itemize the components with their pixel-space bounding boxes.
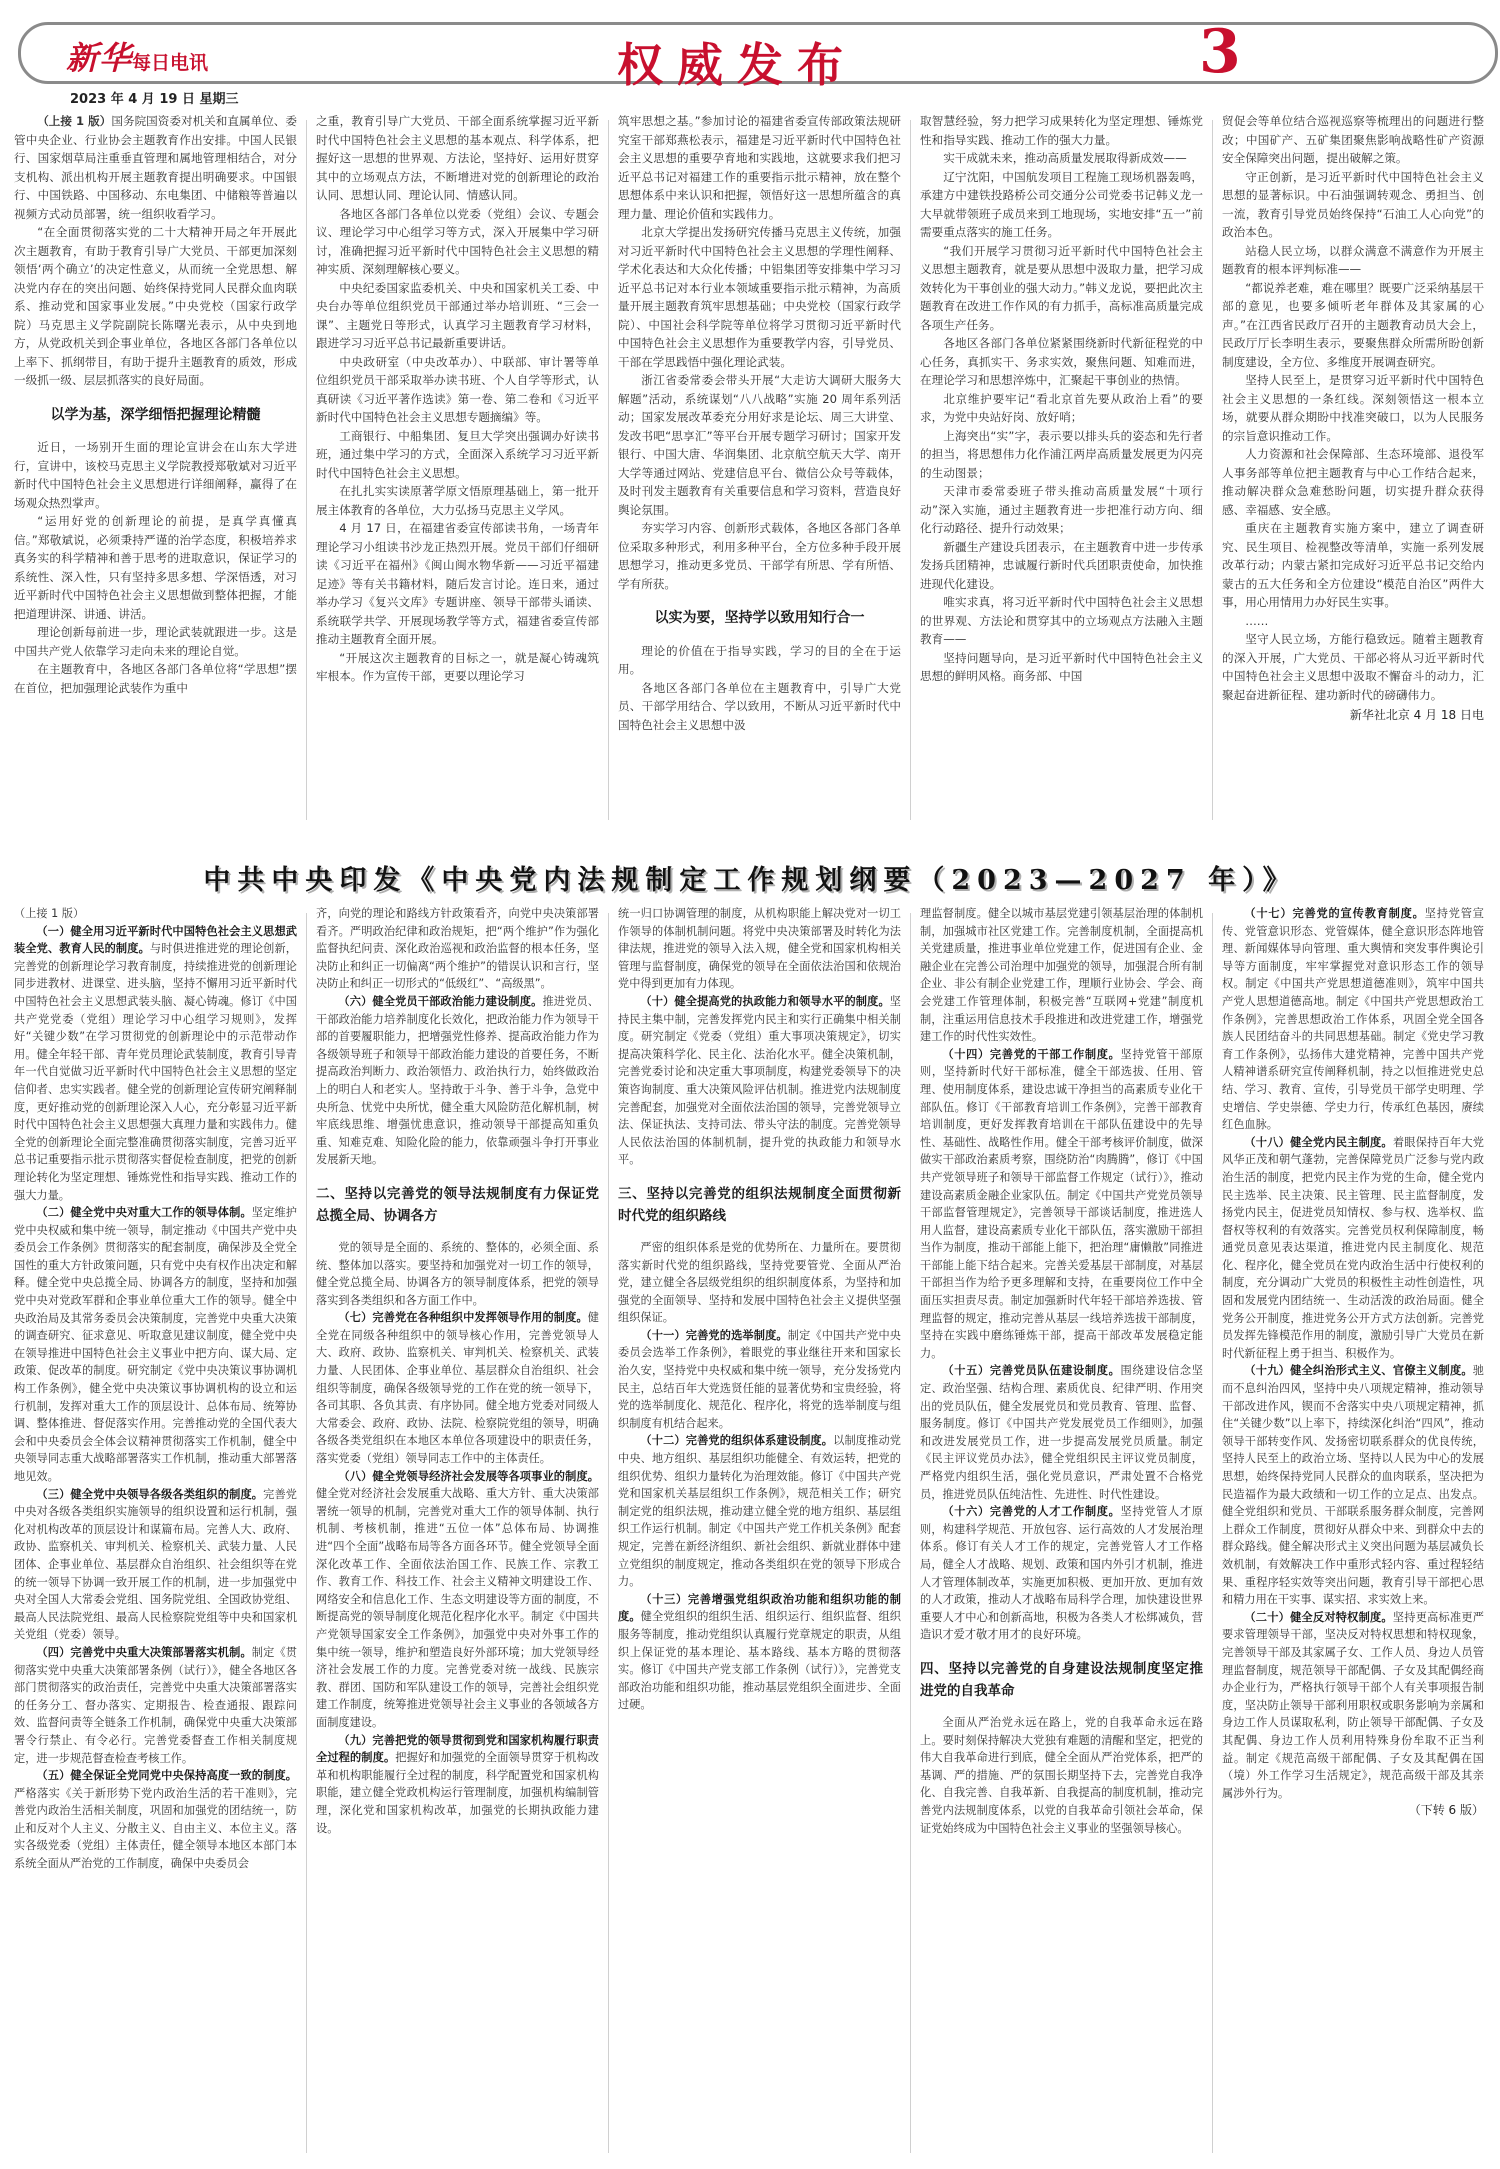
item-body: 制定《贯彻落实党中央重大决策部署条例（试行）》，健全各地区各部门贯彻落实的政治责任，完善党中央重大决策部署落实的任务分工、督办落实、定期报告、检查通报、跟踪问效、监督问责等全链条工作机制，确保党中央重大决策部署令行禁止、有令必行。完善党委督查工作相关制度规定，进一步规范督查检查考核工作。 [14, 1645, 297, 1765]
paragraph: “开展这次主题教育的目标之一，就是凝心铸魂筑牢根本。作为宣传干部，更要以理论学习 [316, 650, 599, 683]
item-body: 坚持党管干部原则，坚持新时代好干部标准，健全干部选拔、任用、管理、使用制度体系，建设忠诚干净担当的高素质专业化干部队伍。修订《干部教育培训工作条例》，完善干部教育培训制度，更好发挥教育培训在干部队伍建设中的先导性、基础性、战略性作用。健全干部考核评价制度，做深做实干部政治素质考察，围绕防治“肉腾腾”，修订《中国共产党领导班子和领导干部监督工作规定（试行）》，推动建设高素质金融企业家队伍。制定《中国共产党党员领导干部监督管理规定》，完善领导干部谈话制度，推进选人用人监督，建设高素质专业化干部队伍，落实激励干部担当作为制度，推动干部能上能下，把治理“庸懒散”同推进干部能上能下结合起来。完善关爱基层干部制度，对基层干部担当作为给予更多理解和支持，在重要岗位工作中全面压实担责尽责。制定加强新时代年轻干部培养选拔、管理监督的规定，推动完善从基层一线培养选拔干部制度，坚持在实践中磨练锤炼干部，提高干部改革发展稳定能力。 [920, 1047, 1203, 1360]
paragraph: 站稳人民立场，以群众满意不满意作为开展主题教育的根本评判标准—— [1222, 243, 1484, 276]
brand-subtitle: 每日电讯 [132, 52, 209, 74]
paragraph: 人力资源和社会保障部、生态环境部、退役军人事务部等单位把主题教育与中心工作结合起来，推动解决群众急难愁盼问题，切实提升群众获得感、幸福感、安全感。 [1222, 447, 1484, 517]
item-title: （三）健全党中央领导各级各类组织的制度。 [36, 1487, 264, 1501]
masthead-frame [18, 17, 1498, 92]
item-title: （二十）健全反对特权制度。 [1244, 1610, 1393, 1624]
item-title: （十六）完善党的人才工作制度。 [942, 1505, 1121, 1519]
lower-column-3 [618, 905, 901, 1714]
paragraph: 理论的价值在于指导实践，学习的目的全在于运用。 [618, 643, 901, 676]
paragraph: “运用好党的创新理论的前提，是真学真懂真信。”郑敬斌说，必须秉持严谨的治学态度，积极培养求真务实的科学精神和善于思考的进取意识，保证学习的系统性、深入性，只有坚持多思多想、学深悟透，对习近平新时代中国特色社会主义思想做到整体把握，才能把道理讲深、讲通、讲活。 [14, 514, 297, 621]
column-divider [306, 120, 307, 820]
lower-column-2 [316, 905, 599, 1837]
paragraph: 贸促会等单位结合巡视巡察等梳理出的问题进行整改；中国矿产、五矿集团聚焦影响战略性矿产资源安全保障突出问题，提出破解之策。 [1222, 114, 1484, 165]
section-heading: 四、坚持以完善党的自身建设法规制度坚定推进党的自我革命 [920, 1660, 1203, 1699]
subheading: 以实为要，坚持学以致用知行合一 [654, 610, 865, 626]
paragraph: 夯实学习内容、创新形式载体，各地区各部门各单位采取多种形式，利用多种平台，全方位多种手段开展思想学习，推动更多党员、干部学有所思、学有所悟、学有所获。 [618, 521, 901, 591]
paragraph: 齐，向党的理论和路线方针政策看齐，向党中央决策部署看齐。严明政治纪律和政治规矩，把“两个维护”作为强化监督执纪问责、深化政治巡视和政治监督的根本任务，坚决防止和纠正一切偏离“两个维护”的错误认识和言行，坚决防止和纠正一切形式的“低级红”、“高级黑”。 [316, 907, 599, 991]
paragraph: 浙江省委常委会带头开展“大走访大调研大服务大解题”活动，系统谋划“八八战略”实施 20 周年系列活动；国家发展改革委充分用好求是论坛、周三大讲堂、发改书吧“思享汇”等平台开展专题学习研讨；国家开发银行、中国大唐、华润集团、北京航空航天大学、南开大学等通过网站、党建信息平台、微信公众号等载体，及时刊发主题教育有关重要信息和学习资料，营造良好舆论氛围。 [618, 373, 901, 517]
paragraph: 中央纪委国家监委机关、中央和国家机关工委、中央台办等单位组织党员干部通过举办培训班、“三会一课”、主题党日等形式，认真学习主题教育学习材料，跟进学习习近平总书记最新重要讲话。 [316, 280, 599, 350]
item-body: 围绕建设信念坚定、政治坚强、结构合理、素质优良、纪律严明、作用突出的党员队伍，健全发展党员和党员教育、管理、监督、服务制度。修订《中国共产党发展党员工作细则》，加强和改进发展党员工作，进一步提高发展党员质量。制定《民主评议党员办法》，健全党组织民主评议党员制度，严格党内组织生活，强化党员意识，严肃处置不合格党员，推进党员队伍纯洁性、先进性、时代性建设。 [920, 1364, 1203, 1501]
column-divider [1212, 913, 1213, 2153]
paragraph: 天津市委常委班子带头推动高质量发展“十项行动”深入实施，通过主题教育进一步把准行动方向、细化行动路径、提升行动效果； [920, 484, 1203, 535]
item-body: 把握好和加强党的全面领导贯穿于机构改革和机构职能履行全过程的制度，科学配置党和国家机构职能，建立健全党政机构运行管理制度，加强机构编制管理，深化党和国家机构改革，加强党的长期执政能力建设。 [316, 1751, 599, 1835]
lower-column-1 [14, 905, 297, 1873]
paragraph: 党的领导是全面的、系统的、整体的，必须全面、系统、整体加以落实。要坚持和加强党对一切工作的领导，健全党总揽全局、协调各方的领导制度体系，把党的领导落实到各类组织和各方面工作中。 [316, 1240, 599, 1307]
upper-column-5 [1222, 112, 1484, 725]
item-body: 健全党在同级各种组织中的领导核心作用，完善党领导人大、政府、政协、监察机关、审判机关、检察机关、武装力量、人民团体、企事业单位、基层群众自治组织、社会组织等制度，确保各级领导党的工作在党的统一领导下，各司其职、各负其责、有序协同。健全地方党委对同级人大常委会、政府、政协、法院、检察院党组的领导，明确各级各类党组织在本地区本单位各项建设中的职责任务，落实党委（党组）领导同志工作中的主体责任。 [316, 1311, 599, 1466]
item-title: （五）健全保证全党同党中央保持高度一致的制度。 [36, 1769, 297, 1783]
paragraph: 近日，一场别开生面的理论宣讲会在山东大学进行，宣讲中，该校马克思主义学院教授郑敬斌对习近平新时代中国特色社会主义思想进行详细阐释，赢得了在场观众热烈掌声。 [14, 440, 297, 510]
lower-column-4 [920, 905, 1203, 1837]
paragraph: 4 月 17 日，在福建省委宣传部读书角，一场青年理论学习小组读书沙龙正热烈开展。党员干部们仔细研读《习近平在福州》《闽山闽水物华新——习近平福建足迹》等有关书籍材料，随后发言讨论。连日来，通过举办学习《复兴文库》专题讲座、领导干部带头诵读、系统联学共学、开展现场教学等方式，福建省委宣传部推动主题教育全面开展。 [316, 521, 599, 646]
column-divider [608, 913, 609, 2153]
paragraph: 坚持问题导向，是习近平新时代中国特色社会主义思想的鲜明风格。商务部、中国 [920, 650, 1203, 683]
paragraph: 北京维护要牢记“看北京首先要从政治上看”的要求，为党中央站好岗、放好哨； [920, 391, 1203, 424]
item-title: （九）完善把党的领导贯彻到党和国家机构履行职责全过程的制度。 [316, 1733, 599, 1765]
paragraph: …… [1245, 613, 1269, 628]
item-body: 坚持民主集中制，完善发挥党内民主和实行正确集中相关制度。研究制定《党委（党组）重大事项决策规定》，切实提高决策科学化、民主化、法治化水平。健全决策机制，完善党委讨论和决定重大事项制度，构建党委领导下的决策咨询制度、重大决策风险评估机制。推进党内法规制度完善配套，加强党对全面依法治国的领导，完善党领导立法、保证执法、支持司法、带头守法的制度。完善党领导人民依法治国的体制机制，提升党的执政能力和领导水平。 [618, 994, 901, 1167]
item-body: 与时俱进推进党的理论创新，完善党的创新理论学习教育制度，持续推进党的创新理论同步进教材、进课堂、进头脑，坚持不懈用习近平新时代中国特色社会主义思想武装头脑、凝心铸魂。修订《中国共产党党委（党组）理论学习中心组学习规则》，发挥好“关键少数”在学习贯彻党的创新理论中的示范带动作用。健全年轻干部、青年党员理论武装制度，教育引导青年一代自觉做习近平新时代中国特色社会主义思想的坚定信仰者、忠实实践者。健全党的创新理论宣传研究阐释制度，更好推动党的创新理论深入人心，充分彰显习近平新时代中国特色社会主义思想强大真理力量和实践伟力。健全党的创新理论全面完整准确贯彻落实制度，完善习近平总书记重要指示批示贯彻落实督促检查制度，把党的创新理论转化为坚定理想、锤炼党性和指导实践、推动工作的强大力量。 [14, 942, 297, 1202]
paragraph: 唯实求真，将习近平新时代中国特色社会主义思想的世界观、方法论和贯穿其中的立场观点方法融入主题教育—— [920, 595, 1203, 646]
edition-date: 2023 年 4 月 19 日 星期三 [70, 92, 239, 107]
paragraph: 理论创新每前进一步，理论武装就跟进一步。这是中国共产党人依靠学习走向未来的理论自觉。 [14, 625, 297, 658]
column-divider [608, 120, 609, 820]
paragraph: 北京大学提出发扬研究传播马克思主义传统，加强对习近平新时代中国特色社会主义思想的学理性阐释、学术化表达和大众化传播；中铝集团等安排集中学习习近平总书记对本行业本领域重要指示批示精神，为高质量开展主题教育筑牢思想基础；中央党校（国家行政学院）、中国社会科学院等单位将学习贯彻习近平新时代中国特色社会主义思想作为重要教学内容，引导党员、干部在学思践悟中强化理论武装。 [618, 225, 901, 369]
dateline-byline: 新华社北京 4 月 18 日电 [1349, 708, 1484, 722]
item-body: 坚定维护党中央权威和集中统一领导，制定推动《中国共产党中央委员会工作条例》贯彻落实的配套制度，确保涉及全党全国性的重大方针政策问题，只有党中央有权作出决定和解释。健全党中央总揽全局、协调各方的制度，坚持和加强党中央对党政军群和企事业单位重大工作的领导。健全中央政治局及其常务委员会决策制度，完善党中央重大决策的调查研究、征求意见、听取意见建议制度，健全党中央在领导推进中国特色社会主义事业中把方向、谋大局、定政策、促改革的制度。研究制定《党中央决策议事协调机构工作条例》，健全党中央决策议事协调机构的设立和运行机制，发挥对重大工作的顶层设计、总体布局、统筹协调、整体推进、督促落实作用。完善推动党的全国代表大会和中央委员会全体会议精神贯彻落实工作机制，健全中央领导同志重大战略部署落实工作机制，推动重大部署落地见效。 [14, 1206, 297, 1483]
column-divider [910, 120, 911, 820]
paragraph: 实干成就未来，推动高质量发展取得新成效—— [943, 151, 1187, 165]
paragraph: 工商银行、中船集团、复旦大学突出强调办好读书班，通过集中学习的方式，全面深入系统学习习近平新时代中国特色社会主义思想。 [316, 428, 599, 480]
lower-article-headline: 中共中央印发《中央党内法规制定工作规划纲要（2023—2027 年）》 [203, 865, 1297, 896]
item-body: 坚持党管人才原则，构建科学规范、开放包容、运行高效的人才发展治理体系。修订有关人才工作的规定，完善党管人才工作格局，健全人才战略、规划、政策和国内外引才机制，推进人才管理体制改革，实施更加积极、更加开放、更加有效的人才政策，推动人才战略布局科学合理，加快建设世界重要人才中心和创新高地，积极为各类人才松绑减负，营造识才爱才敬才用才的良好环境。 [920, 1505, 1203, 1642]
item-title: （二）健全党中央对重大工作的领导体制。 [36, 1206, 252, 1220]
item-title: （十五）完善党员队伍建设制度。 [942, 1364, 1121, 1378]
continued-to-label: （下转 6 版） [1408, 1803, 1484, 1818]
paragraph: 新疆生产建设兵团表示，在主题教育中进一步传承发扬兵团精神，忠诚履行新时代兵团职责使命，加快推进现代化建设。 [920, 539, 1203, 591]
upper-article [14, 112, 1484, 840]
paragraph: 守正创新，是习近平新时代中国特色社会主义思想的显著标识。中石油强调转观念、勇担当、创一流，教育引导党员始终保持“石油工人心向党”的政治本色。 [1222, 169, 1484, 239]
item-title: （七）完善党在各种组织中发挥领导作用的制度。 [338, 1311, 588, 1325]
column-divider [910, 913, 911, 2153]
paragraph: “在全面贯彻落实党的二十大精神开局之年开展此次主题教育，有助于教育引导广大党员、干部更加深刻领悟‘两个确立’的决定性意义，从而统一全党思想、解决党内存在的突出问题、始终保持党同人民群众血肉联系、推动党和国家事业发展。”中央党校（国家行政学院）马克思主义学院副院长陈曙光表示，从中央到地方，从党政机关到企事业单位，各地区各部门各单位以上率下、抓纲带目，有助于提升主题教育的质效，形成一级抓一级、层层抓落实的良好局面。 [14, 225, 297, 387]
item-body: 驰而不息纠治四风，坚持中央八项规定精神，推动领导干部改进作风，锲而不舍落实中央八项规定精神，抓住“关键少数”以上率下，持续深化纠治“四风”，推动领导干部转变作风、发扬密切联系群众的优良传统，坚持人民至上的政治立场、坚持以人民为中心的发展思想，始终保持党同人民群众的血肉联系，坚决把为民造福作为最大政绩和一切工作的立足点、出发点。健全党组织和党员、干部联系服务群众制度，完善网上群众工作制度，贯彻好从群众中来、到群众中去的群众路线。健全解决形式主义突出问题为基层减负长效机制，有效解决工作中重形式轻内容、重过程轻结果、重程序轻实效等突出问题，教育引导干部把心思和精力用在干实事、谋实招、求实效上来。 [1222, 1364, 1484, 1607]
item-body: 坚持党管宣传、党管意识形态、党管媒体，健全意识形态阵地管理、新闻媒体导向管理、重大舆情和突发事件舆论引导等方面制度，牢牢掌握党对意识形态工作的领导权。制定《中国共产党思想道德准则》，筑牢中国共产党人思想道德高地。制定《中国共产党思想政治工作条例》，完善思想政治工作体系，巩固全党全国各族人民团结奋斗的共同思想基础。制定《党史学习教育工作条例》，弘扬伟大建党精神，完善中国共产党人精神谱系研究宣传阐释机制，持之以恒推进党史总结、学习、教育、宣传，引导党员干部学史明理、学史增信、学史崇德、学史力行，传承红色基因，赓续红色血脉。 [1222, 907, 1484, 1132]
paragraph: 统一归口协调管理的制度，从机构职能上解决党对一切工作领导的体制机制问题。将党中央决策部署及时转化为法律法规，推进党的领导入法入规，健全党和国家机构相关管理与监督制度，确保党的领导在全面依法治国和依规治党中得到更加有力体现。 [618, 907, 901, 991]
continued-from-label: （上接 1 版） [37, 114, 112, 128]
paragraph: 上海突出“实”字，表示要以排头兵的姿态和先行者的担当，将思想伟力化作浦江两岸高质量发展更为闪亮的生动图景； [920, 428, 1203, 480]
paragraph: 坚持人民至上，是贯穿习近平新时代中国特色社会主义思想的一条红线。深刻领悟这一根本立场，就要从群众期盼中找准突破口，以为人民服务的宗旨意识推动工作。 [1222, 373, 1484, 443]
item-title: （八）健全党领导经济社会发展等各项事业的制度。 [338, 1469, 599, 1483]
paragraph: 理监督制度。健全以城市基层党建引领基层治理的体制机制，加强城市社区党建工作。完善制度机制，全面提高机关党建质量，推进事业单位党建工作，促进国有企业、金融企业在完善公司治理中加强党的领导，加强混合所有制企业、非公有制企业党建工作，理顺行业协会、学会、商会党建工作管理体制，积极完善“互联网+党建”制度机制，注重运用信息技术手段推进和改进党建工作，增强党建工作的时代性实效性。 [920, 907, 1203, 1044]
item-title: （十）健全提高党的执政能力和领导水平的制度。 [640, 994, 890, 1008]
item-title: （十七）完善党的宣传教育制度。 [1244, 907, 1425, 920]
upper-column-1 [14, 112, 297, 697]
section-heading: 三、坚持以完善党的组织法规制度全面贯彻新时代党的组织路线 [618, 1185, 901, 1224]
column-divider [306, 913, 307, 2153]
brand-name: 新华 [66, 39, 133, 77]
column-divider [1212, 120, 1213, 820]
section-heading: 二、坚持以完善党的领导法规制度有力保证党总揽全局、协调各方 [316, 1185, 599, 1224]
paragraph: 在扎扎实实读原著学原文悟原理基础上，第一批开展主体教育的各单位，大力弘扬马克思主义学风。 [316, 484, 599, 517]
item-title: （六）健全党员干部政治能力建设制度。 [338, 994, 543, 1008]
paragraph: 坚守人民立场，方能行稳致远。随着主题教育的深入开展，广大党员、干部必将从习近平新时代中国特色社会主义思想中汲取不懈奋斗的动力，汇聚起奋进新征程、建功新时代的磅礴伟力。 [1222, 632, 1484, 702]
paragraph: 取智慧经验，努力把学习成果转化为坚定理想、锤炼党性和指导实践、推动工作的强大力量。 [920, 114, 1203, 147]
item-title: （十四）完善党的干部工作制度。 [942, 1047, 1121, 1061]
upper-column-3 [618, 112, 901, 734]
item-body: 健全党对经济社会发展重大战略、重大方针、重大决策部署统一领导的机制，完善党对重大工作的领导体制、执行机制、考核机制，推进“五位一体”总体布局、协调推进“四个全面”战略布局等各方面各环节。健全党领导全面深化改革工作、全面依法治国工作、民族工作、宗教工作、教育工作、科技工作、社会主义精神文明建设工作、网络安全和信息化工作、生态文明建设等方面的制度，不断提高党的领导制度化规范化程序化水平。制定《中国共产党领导国家安全工作条例》，加强党中央对外事工作的集中统一领导，维护和塑造良好外部环境；加大党领导经济社会发展工作的力度。完善党委对统一战线、民族宗教、群团、国防和军队建设工作的领导，完善社会组织党建工作制度，统筹推进党领导社会主义事业的各领域各方面制度建设。 [316, 1487, 599, 1729]
page-number: 3 [1199, 17, 1241, 87]
continued-from-label: （上接 1 版） [14, 907, 85, 920]
item-title: （十二）完善党的组织体系建设制度。 [640, 1434, 834, 1448]
item-body: 以制度推动党中央、地方组织、基层组织功能健全、有效运转，把党的组织优势、组织力量转化为治理效能。修订《中国共产党党和国家机关基层组织工作条例》，规范相关工作；研究制定党的组织法规，推动建立健全党的地方组织、基层组织工作运行机制。制定《中国共产党工作机关条例》配套规定，完善在新经济组织、新社会组织、新就业群体中建立党组织的制度规定，推动各类组织在党的领导下形成合力。 [618, 1434, 901, 1589]
lower-column-5 [1222, 905, 1484, 1820]
item-title: （十一）完善党的选举制度。 [640, 1328, 788, 1342]
item-body: 推进党员、干部政治能力培养制度化长效化，把政治能力作为领导干部的首要履职能力，把增强党性修养、提高政治能力作为各级领导班子和领导干部政治能力建设的首要任务，不断提高政治判断力、政治领悟力、政治执行力，始终做政治上的明白人和老实人。坚持敢于斗争、善于斗争，急党中央所急、忧党中央所忧，健全重大风险防范化解机制，树牢底线思维、增强忧患意识，推动领导干部提高知重负重、知难克难、知险化险的能力，依靠顽强斗争打开事业发展新天地。 [316, 994, 599, 1167]
subheading: 以学为基，深学细悟把握理论精髓 [50, 406, 261, 423]
paragraph: 各地区各部门各单位紧紧围绕新时代新征程党的中心任务，真抓实干、务求实效，聚焦问题、知难而进，在理论学习和思想淬炼中，汇聚起干事创业的热情。 [920, 336, 1203, 387]
paragraph: 全面从严治党永远在路上，党的自我革命永远在路上。要时刻保持解决大党独有难题的清醒和坚定，把党的伟大自我革命进行到底，健全全面从严治党体系，把严的基调、严的措施、严的氛围长期坚持下去，完善党自我净化、自我完善、自我革新、自我提高的制度机制，推动完善党内法规制度体系，以党的自我革命引领社会革命，保证党始终成为中国特色社会主义事业的坚强领导核心。 [920, 1715, 1203, 1835]
section-title: 权威发布 [617, 38, 857, 92]
paragraph: 辽宁沈阳，中国航发项目工程施工现场机器轰鸣，承建方中建铁投路桥公司交通分公司党委书记韩义龙一大早就带领班子成员来到工地现场，实地安排“五一”前需要重点落实的施工任务。 [920, 169, 1203, 239]
lower-article [14, 905, 1484, 2155]
item-title: （十九）健全纠治形式主义、官僚主义制度。 [1244, 1364, 1473, 1378]
paragraph: 之重，教育引导广大党员、干部全面系统掌握习近平新时代中国特色社会主义思想的基本观点、科学体系，把握好这一思想的世界观、方法论，坚持好、运用好贯穿其中的立场观点方法，不断增进对党的创新理论的政治认同、思想认同、理论认同、情感认同。 [316, 114, 599, 202]
paragraph: 中央政研室（中央改革办）、中联部、审计署等单位组织党员干部采取举办读书班、个人自学等形式，认真研读《习近平著作选读》第一卷、第二卷和《习近平新时代中国特色社会主义思想专题摘编》等。 [316, 354, 599, 424]
paragraph: 在主题教育中，各地区各部门各单位将“学思想”摆在首位，把加强理论武装作为重中 [14, 662, 297, 695]
paragraph: “都说养老难，难在哪里？既要广泛采纳基层干部的意见，也要多倾听老年群体及其家属的心声。”在江西省民政厅召开的主题教育动员大会上，民政厅厅长李明生表示，要聚焦群众所需所盼创新制度建设，全方位、多维度开展调查研究。 [1222, 280, 1484, 369]
item-title: （十三）完善增强党组织政治功能和组织功能的制度。 [618, 1592, 901, 1624]
upper-column-2 [316, 112, 599, 686]
item-body: 完善党中央对各级各类组织实施领导的组织设置和运行机制，强化对机构改革的顶层设计和谋篇布局。完善人大、政府、政协、监察机关、审判机关、检察机关、武装力量、人民团体、企事业单位、基层群众自治组织、社会组织等在党的统一领导下协调一致开展工作的机制，进一步加强党中央对全国人大常委会党组、国务院党组、全国政协党组、最高人民法院党组、最高人民检察院党组等中央和国家机关党组（党委）领导。 [14, 1487, 297, 1642]
newspaper-logo [66, 33, 208, 79]
item-title: （一）健全用习近平新时代中国特色社会主义思想武装全党、教育人民的制度。 [14, 924, 297, 956]
upper-column-4 [920, 112, 1203, 686]
item-body: 坚持更高标准更严要求管理领导干部，坚决反对特权思想和特权现象，完善领导干部及其家属子女、工作人员、身边人员管理监督制度，规范领导干部配偶、子女及其配偶经商办企业行为，严格执行领导干部个人有关事项报告制度，坚决防止领导干部利用职权或职务影响为亲属和身边工作人员谋取私利，防止领导干部配偶、子女及其配偶、身边工作人员利用特殊身份牟取不正当利益。制定《规范高级干部配偶、子女及其配偶在国（境）外工作学习生活规定》，规范高级干部及其亲属涉外行为。 [1222, 1610, 1484, 1800]
item-body: 制定《中国共产党中央委员会选举工作条例》，着眼党的事业继往开来和国家长治久安，坚持党中央权威和集中统一领导，充分发扬党内民主，总结百年大党选贤任能的显著优势和宝贵经验，将党的选举制度化、规范化、程序化，将党的选举制度与组织制度有机结合起来。 [618, 1328, 901, 1430]
item-body: 健全党组织的组织生活、组织运行、组织监督、组织服务等制度，推动党组织认真履行党章规定的职责，从组织上保证党的基本理论、基本路线、基本方略的贯彻落实。修订《中国共产党支部工作条例（试行）》，完善党支部政治功能和组织功能，推动基层党组织全面进步、全面过硬。 [618, 1610, 901, 1712]
paragraph: 严密的组织体系是党的优势所在、力量所在。要贯彻落实新时代党的组织路线，坚持党要管党、全面从严治党，建立健全各层级党组织的组织制度体系，为坚持和加强党的全面领导、坚持和发展中国特色社会主义提供坚强组织保证。 [618, 1240, 901, 1325]
paragraph: “我们开展学习贯彻习近平新时代中国特色社会主义思想主题教育，就是要从思想中汲取力量，把学习成效转化为干事创业的强大动力。”韩义龙说，要把此次主题教育在改进工作作风的有力抓手，高标准高质量完成各项生产任务。 [920, 243, 1203, 332]
paragraph: 重庆在主题教育实施方案中，建立了调查研究、民生项目、检视整改等清单，实施一系列发展改革行动；内蒙古紧扣完成好习近平总书记交给内蒙古的五大任务和全方位建设“模范自治区”两件大事，用心用情用力办好民生实事。 [1222, 521, 1484, 609]
item-title: （十八）健全党内民主制度。 [1244, 1135, 1393, 1149]
paragraph: 各地区各部门各单位在主题教育中，引导广大党员、干部学用结合、学以致用，不断从习近平新时代中国特色社会主义思想中汲 [618, 680, 901, 732]
item-title: （四）完善党中央重大决策部署落实机制。 [36, 1645, 252, 1659]
paragraph: 各地区各部门各单位以党委（党组）会议、专题会议、理论学习中心组学习等方式，深入开展集中学习研讨，准确把握习近平新时代中国特色社会主义思想的精神实质、深刻理解核心要义。 [316, 206, 599, 276]
item-body: 着眼保持百年大党风华正茂和朝气蓬勃，完善保障党员广泛参与党内政治生活的制度，把党内民主作为党的生命，健全党内民主选举、民主决策、民主管理、民主监督制度，发扬党内民主，促进党员知情权、参与权、选举权、监督权等权利的有效落实。完善党员权利保障制度，畅通党员意见表达渠道，推进党内民主制度化、规范化、程序化，健全党员在党内政治生活中行使权利的制度，充分调动广大党员的积极性主动性创造性，巩固和发展党内团结统一、生动活泼的政治局面。健全党务公开制度，推进党务公开方式方法创新。完善党员发挥先锋模范作用的制度，激励引导广大党员在新时代新征程上勇于担当、积极作为。 [1222, 1135, 1484, 1360]
paragraph: 筑牢思想之基。”参加讨论的福建省委宣传部政策法规研究室干部郑燕松表示，福建是习近平新时代中国特色社会主义思想的重要孕育地和实践地，这就要求我们把习近平总书记对福建工作的重要指示批示精神，放在整个思想体系中来认识和把握，领悟好这一思想所蕴含的真理力量、理论价值和实践伟力。 [618, 114, 901, 221]
paragraph: 国务院国资委对机关和直属单位、委管中央企业、行业协会主题教育作出安排。中国人民银行、国家烟草局注重垂直管理和属地管理相结合，对分支机构、派出机构开展主题教育提出明确要求。中国银行、中国铁路、中国移动、东电集团、中储粮等普遍以视频方式动员部署，统一组织收看学习。 [14, 114, 297, 221]
item-body: 严格落实《关于新形势下党内政治生活的若干准则》，完善党内政治生活相关制度，巩固和加强党的团结统一，防止和反对个人主义、分散主义、自由主义、本位主义。落实各级党委（党组）主体责任，健全领导本地区本部门本系统全面从严治党的工作制度，确保中央委员会 [14, 1786, 297, 1871]
